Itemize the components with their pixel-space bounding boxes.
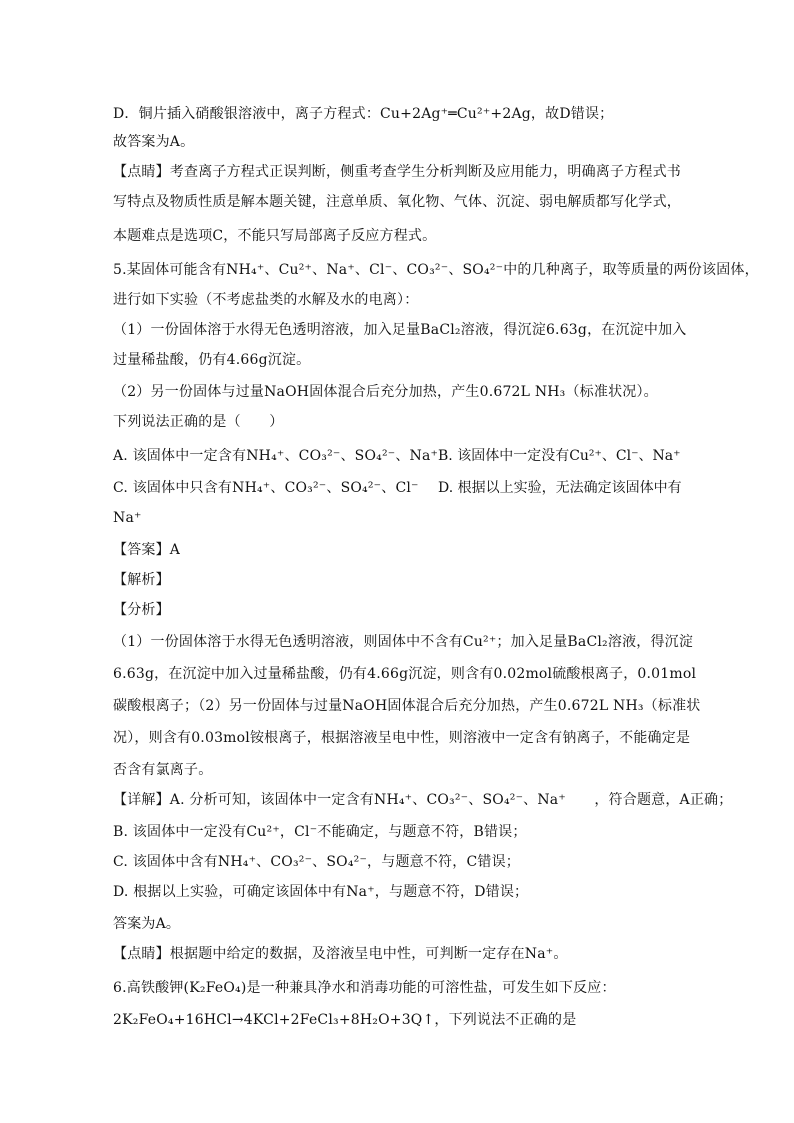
option-c: C. 该固体中只含有NH₄⁺、CO₃²⁻、SO₄²⁻、Cl⁻ <box>113 480 419 496</box>
text-line: B. 该固体中一定没有Cu²⁺，Cl⁻不能确定，与题意不符，B错误； <box>113 824 527 840</box>
text-line: 写特点及物质性质是解本题关键，注意单质、氧化物、气体、沉淀、弱电解质都写化学式， <box>113 194 681 210</box>
detail-line: 【详解】A. 分析可知，该固体中一定含有NH₄⁺、CO₃²⁻、SO₄²⁻、Na⁺ ，符合题意，A正确； <box>113 792 733 808</box>
text-line: 6.63g，在沉淀中加入过量稀盐酸，仍有4.66g沉淀，则含有0.02mol硫酸根离子，0.01mol <box>113 666 697 682</box>
analysis-subheading: 【分析】 <box>113 602 170 618</box>
text-line: （1）一份固体溶于水得无色透明溶液，则固体中不含有Cu²⁺；加入足量BaCl₂溶液，得沉淀 <box>113 634 694 650</box>
text-line: 下列说法正确的是（ ） <box>113 414 284 430</box>
text-line: 2K₂FeO₄+16HCl→4KCl+2FeCl₃+8H₂O+3Q↑，下列说法不正确的是 <box>113 1012 577 1028</box>
text-line: 本题难点是选项C，不能只写局部离子反应方程式。 <box>113 228 437 244</box>
answer-label: 【答案】A <box>113 542 181 558</box>
text-line: （2）另一份固体与过量NaOH固体混合后充分加热，产生0.672L NH₃（标准状况）。 <box>113 384 658 400</box>
option-d: D. 根据以上实验，无法确定该固体中有 <box>438 480 682 496</box>
text-line: D. 根据以上实验，可确定该固体中有Na⁺，与题意不符，D错误； <box>113 884 529 900</box>
text-line: 过量稀盐酸，仍有4.66g沉淀。 <box>113 352 311 368</box>
text-line: 【点睛】根据题中给定的数据，及溶液呈电中性，可判断一定存在Na⁺。 <box>113 946 568 962</box>
text-line: 否含有氯离子。 <box>113 762 213 778</box>
question-5-stem: 5.某固体可能含有NH₄⁺、Cu²⁺、Na⁺、Cl⁻、CO₃²⁻、SO₄²⁻中的几种离子，取等质量的两份该固体， <box>113 262 759 278</box>
text-line: 答案为A。 <box>113 916 181 932</box>
text-line: 碳酸根离子；（2）另一份固体与过量NaOH固体混合后充分加热，产生0.672L NH₃（标准状 <box>113 698 701 714</box>
text-line: C. 该固体中含有NH₄⁺、CO₃²⁻、SO₄²⁻，与题意不符，C错误； <box>113 854 520 870</box>
text-line: 进行如下实验（不考虑盐类的水解及水的电离）： <box>113 292 419 308</box>
option-b: B. 该固体中一定没有Cu²⁺、Cl⁻、Na⁺ <box>438 448 681 464</box>
text-line: 【点睛】考查离子方程式正误判断，侧重考查学生分析判断及应用能力，明确离子方程式书 <box>113 164 681 180</box>
text-line: D．铜片插入硝酸银溶液中，离子方程式：Cu+2Ag⁺═Cu²⁺+2Ag，故D错误； <box>113 106 614 122</box>
question-6-stem: 6.高铁酸钾(K₂FeO₄)是一种兼具净水和消毒功能的可溶性盐，可发生如下反应： <box>113 980 616 996</box>
analysis-heading: 【解析】 <box>113 572 170 588</box>
text-line: Na⁺ <box>113 510 142 526</box>
text-line: （1）一份固体溶于水得无色透明溶液，加入足量BaCl₂溶液，得沉淀6.63g，在沉淀中加入 <box>113 322 687 338</box>
text-line: 况），则含有0.03mol铵根离子，根据溶液呈电中性，则溶液中一定含有钠离子，不能确定是 <box>113 730 691 746</box>
option-a: A. 该固体中一定含有NH₄⁺、CO₃²⁻、SO₄²⁻、Na⁺ <box>113 448 439 464</box>
text-line: 故答案为A。 <box>113 134 195 150</box>
